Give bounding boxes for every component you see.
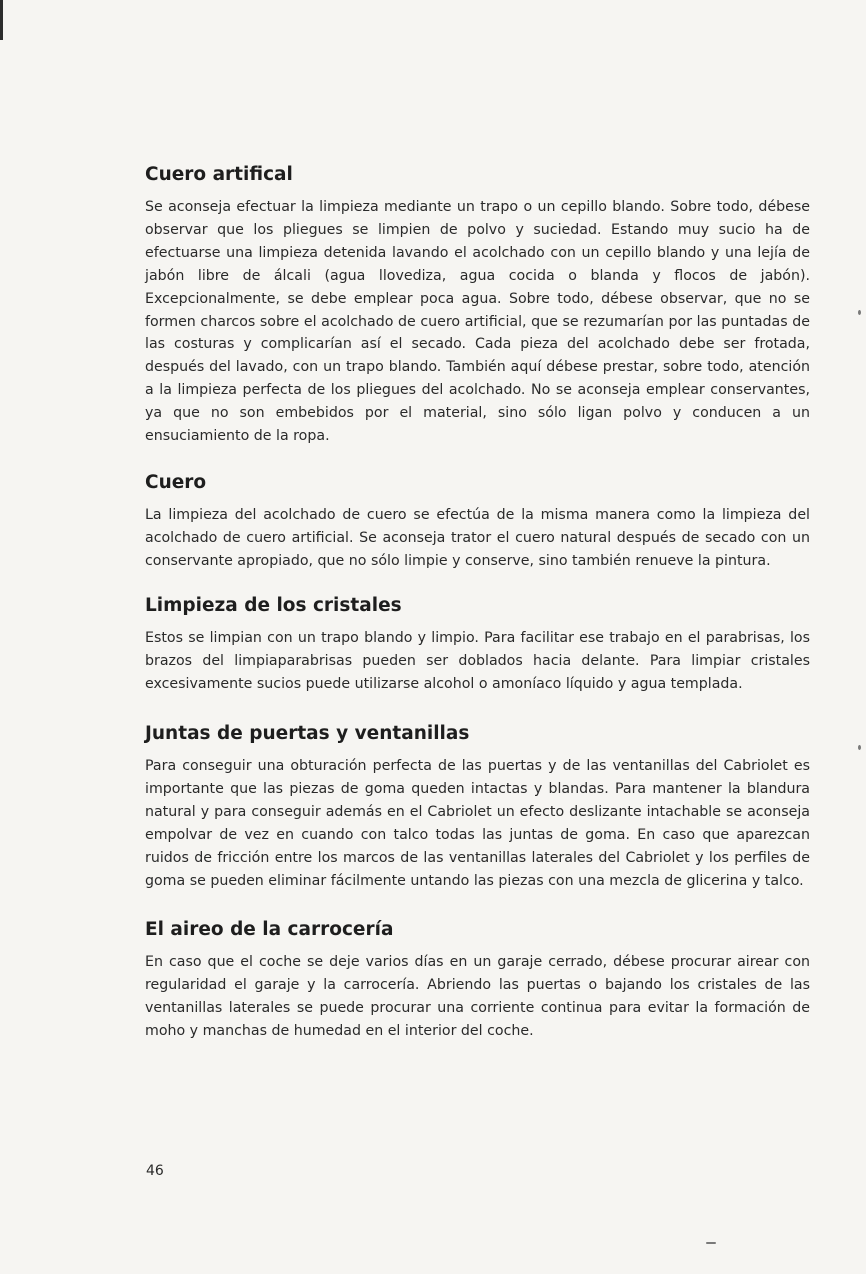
paper-speck	[706, 1242, 716, 1244]
section-paragraph: Para conseguir una obturación perfecta de las puertas y de las ventanillas del Cabriolet es importante que las piezas de goma queden intactas y blandas. Para mantener la blandura natural y para conseguir además en el Cabriolet un efecto deslizante intachable se aconseja empolvar de vez en cuando con talco todas las juntas de goma. En caso que aparezcan ruidos de fricción entre los marcos de las ventanillas laterales del Cabriolet y los perfiles de goma se pueden eliminar fácilmente untando las piezas con una mezcla de glicerina y talco.	[145, 758, 810, 889]
paper-speck	[858, 745, 861, 750]
section-paragraph: La limpieza del acolchado de cuero se efectúa de la misma manera como la limpieza del acolchado de cuero artificial. Se aconseja trator el cuero natural después de secado con un conservante apropiado, que no sólo limpie y conserve, sino también renueve la pintura.	[145, 506, 810, 569]
paper-speck	[858, 310, 861, 315]
section-heading: Limpieza de los cristales	[145, 594, 402, 616]
section-heading: Cuero artifical	[145, 164, 293, 185]
section-cuero-artificial	[145, 162, 810, 448]
section-cuero	[145, 470, 810, 573]
section-heading: Juntas de puertas y ventanillas	[145, 723, 470, 745]
document-body	[145, 162, 810, 1064]
section-paragraph: Estos se limpian con un trapo blando y limpio. Para facilitar ese trabajo en el parabrisas, los brazos del limpiaparabrisas pueden ser doblados hacia delante. Para limpiar cristales excesivamente sucios puede utilizarse alcohol o amoníaco líquido y agua templada.	[145, 629, 810, 692]
section-paragraph: En caso que el coche se deje varios días en un garaje cerrado, débese procurar airear con regularidad el garaje y la carrocería. Abriendo las puertas o bajando los cristales de las ventanillas laterales se puede procurar una corriente continua para evitar la formación de moho y manchas de humedad en el interior del coche.	[145, 953, 810, 1039]
section-limpieza-cristales	[145, 593, 810, 696]
section-heading: El aireo de la carrocería	[145, 918, 394, 940]
section-paragraph: Se aconseja efectuar la limpieza mediante un trapo o un cepillo blando. Sobre todo, débese observar que los pliegues se limpien de polvo y suciedad. Estando muy sucio ha de efectuarse una limpieza detenida lavando el acolchado con un cepillo blando y una lejía de jabón libre de álcali (agua llovediza, agua cocida o blanda y flocos de jabón). Excepcionalmente, se debe emplear poca agua. Sobre todo, débese observar, que no se formen charcos sobre el acolchado de cuero artificial, que se rezumarían por las puntadas de las costuras y complicarían así el secado. Cada pieza del acolchado debe ser frotada, después del lavado, con un trapo blando. También aquí débese prestar, sobre todo, atención a la limpieza perfecta de los pliegues del acolchado. No se aconseja emplear conservantes, ya que no son embebidos por el material, sino sólo ligan polvo y conducen a un ensuciamiento de la ropa.	[145, 199, 810, 445]
page-edge-mark	[0, 0, 3, 40]
page-number: 46	[146, 1163, 164, 1179]
section-aireo	[145, 917, 810, 1043]
section-heading: Cuero	[145, 471, 207, 493]
section-juntas	[145, 721, 810, 892]
